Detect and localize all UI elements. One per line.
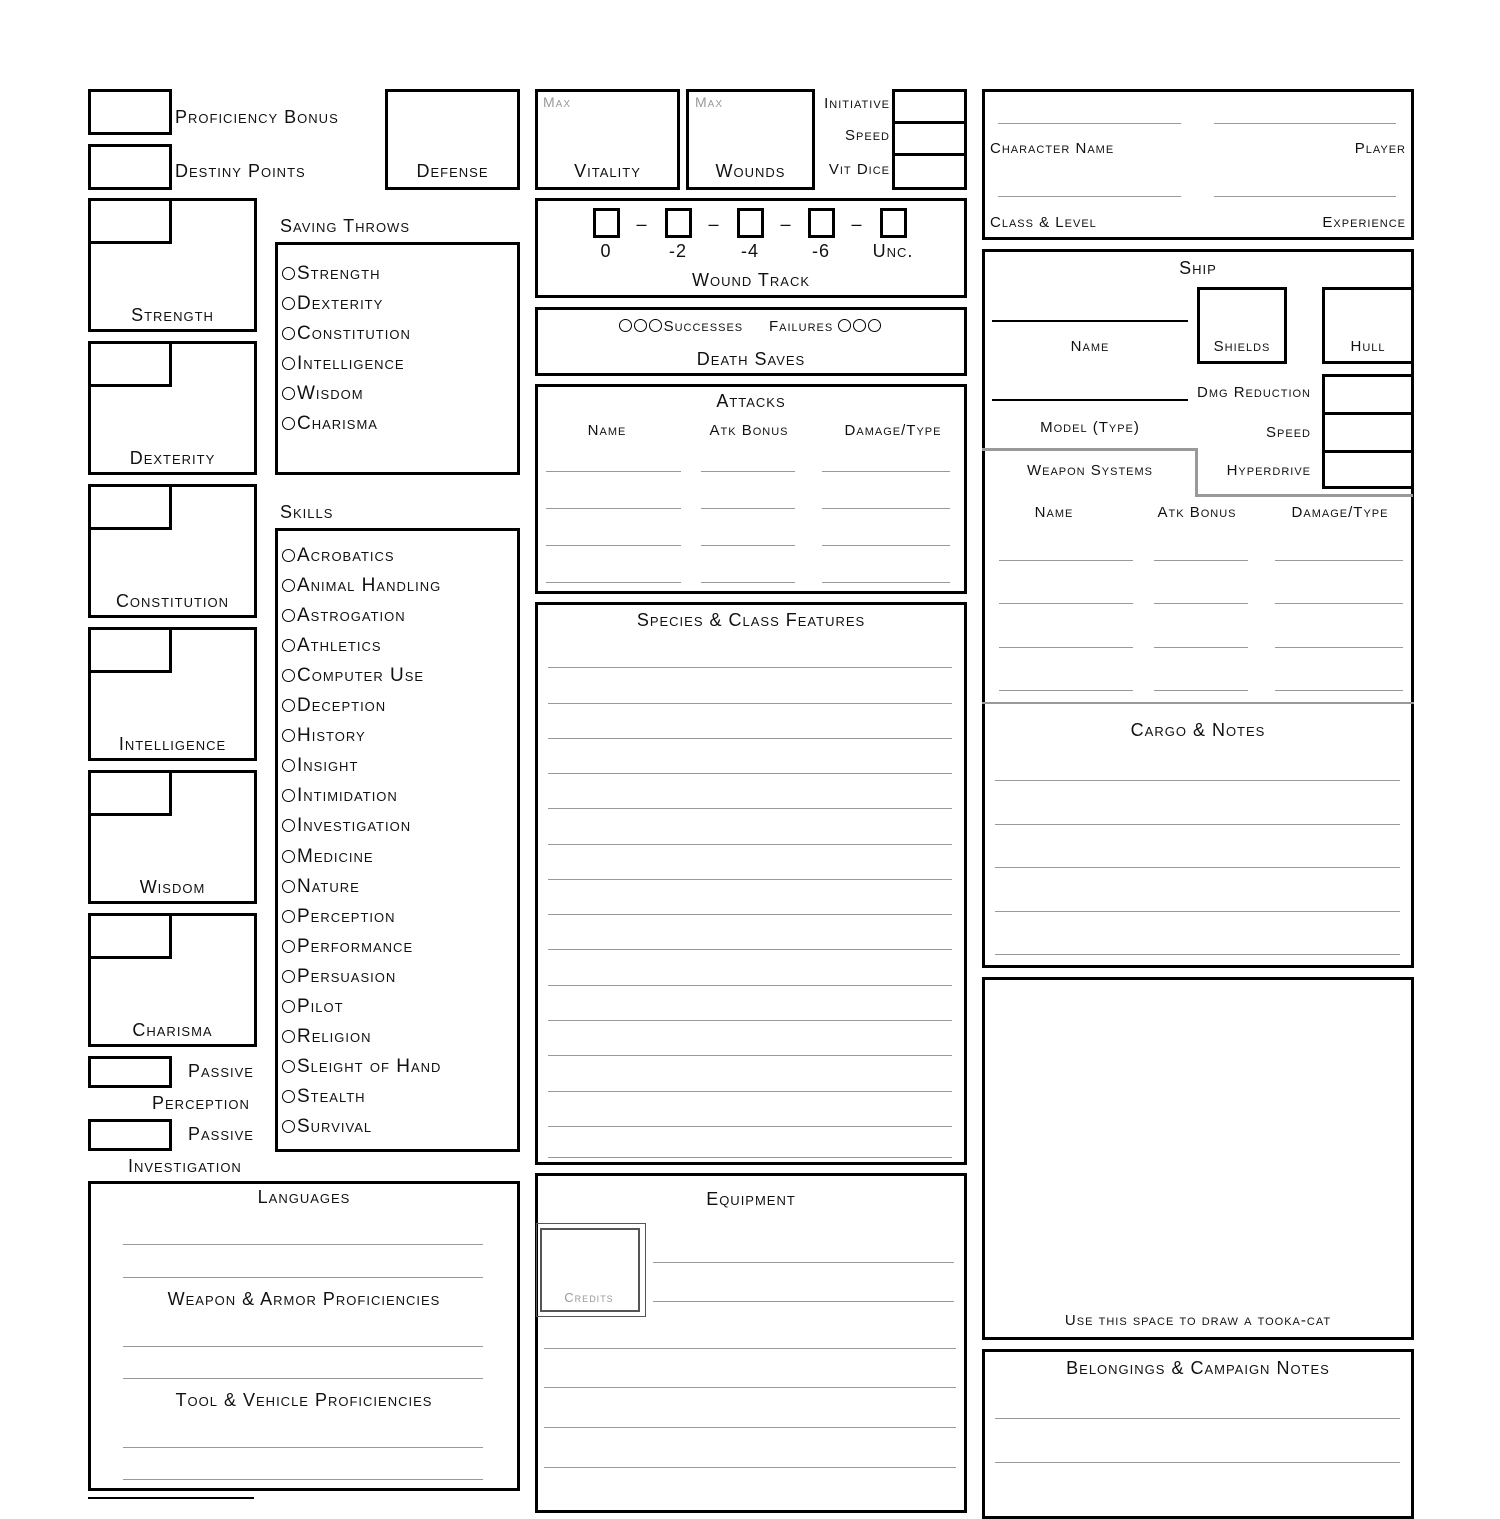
proficiency-line[interactable] xyxy=(123,1378,483,1379)
wisdom-modifier-box[interactable] xyxy=(88,770,172,816)
character-field-line[interactable] xyxy=(998,123,1181,124)
saving-throw-label: Wisdom xyxy=(297,383,364,404)
cargo-line[interactable] xyxy=(995,954,1400,955)
proficiency-line[interactable] xyxy=(123,1346,483,1347)
attacks-header-damage: Damage/Type xyxy=(844,422,942,439)
skill-medicine[interactable] xyxy=(282,847,374,866)
hyperdrive-box[interactable] xyxy=(1322,450,1414,489)
equipment-title: Equipment xyxy=(706,1189,796,1209)
skill-label: History xyxy=(297,725,366,747)
failure-circle[interactable] xyxy=(853,319,866,332)
wound-track-checkbox[interactable] xyxy=(808,208,835,238)
passive-perception-label-2: Perception xyxy=(152,1093,250,1113)
skill-nature[interactable] xyxy=(282,877,360,896)
ship-weapon-damage-line[interactable] xyxy=(1275,603,1403,604)
feature-line[interactable] xyxy=(548,1091,952,1092)
passive-investigation-box[interactable] xyxy=(88,1119,172,1151)
proficiency-circle[interactable] xyxy=(282,970,295,983)
skills-title: Skills xyxy=(280,502,334,522)
ship-weapon-bonus-line[interactable] xyxy=(1154,690,1248,691)
speed-box[interactable] xyxy=(892,121,967,156)
charisma-modifier-box[interactable] xyxy=(88,913,172,959)
proficiency-circle[interactable] xyxy=(282,1000,295,1013)
skill-athletics[interactable] xyxy=(282,636,382,655)
vitality-max-label: Max xyxy=(543,94,572,110)
wound-track-checkbox[interactable] xyxy=(593,208,620,238)
wound-track-level: -4 xyxy=(740,241,759,261)
attacks-box[interactable] xyxy=(535,384,967,594)
saving-throw-label: Intelligence xyxy=(297,353,405,374)
passive-perception-box[interactable] xyxy=(88,1056,172,1088)
proficiency-circle[interactable] xyxy=(282,549,295,562)
skill-survival[interactable] xyxy=(282,1117,372,1136)
proficiency-circle[interactable] xyxy=(282,327,295,340)
ship-weapons-header-name: Name xyxy=(1034,504,1074,521)
ship-weapon-name-line[interactable] xyxy=(999,603,1133,604)
attack-damage-line[interactable] xyxy=(822,508,950,509)
feature-line[interactable] xyxy=(548,703,952,704)
skill-label: Intimidation xyxy=(297,785,398,807)
skill-label: Medicine xyxy=(297,845,374,867)
saving-throw-label: Constitution xyxy=(297,323,411,344)
proficiency-circle[interactable] xyxy=(282,1120,295,1133)
initiative-label: Initiative xyxy=(824,95,890,112)
ship-weapon-bonus-line[interactable] xyxy=(1154,560,1248,561)
success-circle[interactable] xyxy=(649,319,662,332)
attack-name-line[interactable] xyxy=(546,545,681,546)
proficiency-circle[interactable] xyxy=(282,609,295,622)
skill-acrobatics[interactable] xyxy=(282,546,395,565)
proficiency-circle[interactable] xyxy=(282,759,295,772)
skill-label: Pilot xyxy=(297,995,344,1017)
saving-throw-wisdom[interactable] xyxy=(282,384,364,403)
features-title: Species & Class Features xyxy=(636,610,866,630)
proficiency-circle[interactable] xyxy=(282,639,295,652)
tool-vehicle-title: Tool & Vehicle Proficiencies xyxy=(175,1390,433,1410)
saving-throw-label: Charisma xyxy=(297,413,378,434)
features-box[interactable] xyxy=(535,602,967,1165)
wound-track-checkbox[interactable] xyxy=(880,208,907,238)
ship-name-label: Name xyxy=(1070,338,1110,355)
skill-pilot[interactable] xyxy=(282,997,344,1016)
character-field-line[interactable] xyxy=(1214,196,1396,197)
cargo-line[interactable] xyxy=(995,824,1400,825)
wound-track-separator: – xyxy=(708,214,720,234)
ship-model-line[interactable] xyxy=(992,399,1188,401)
saving-throw-label: Dexterity xyxy=(297,293,384,314)
saving-throw-constitution[interactable] xyxy=(282,324,411,343)
skill-label: Deception xyxy=(297,695,387,717)
skill-label: Sleight of Hand xyxy=(297,1055,442,1077)
skill-label: Investigation xyxy=(297,815,412,837)
constitution-label: Constitution xyxy=(115,591,230,611)
proficiency-circle[interactable] xyxy=(282,297,295,310)
class-level-label: Class & Level xyxy=(990,214,1097,231)
death-saves-row xyxy=(535,319,967,334)
success-circle[interactable] xyxy=(619,319,632,332)
skill-deception[interactable] xyxy=(282,696,386,715)
wound-track-separator: – xyxy=(780,214,792,234)
proficiency-bonus-label: Proficiency Bonus xyxy=(175,107,339,127)
weapon-systems-label: Weapon Systems xyxy=(1026,462,1154,479)
proficiency-bonus-box[interactable] xyxy=(88,89,172,135)
proficiency-line[interactable] xyxy=(123,1479,483,1480)
saving-throw-charisma[interactable] xyxy=(282,414,378,433)
skill-label: Stealth xyxy=(297,1085,366,1107)
skill-animal-handling[interactable] xyxy=(282,576,441,595)
proficiency-circle[interactable] xyxy=(282,850,295,863)
character-field-line[interactable] xyxy=(998,196,1181,197)
wound-track-separator: – xyxy=(851,214,863,234)
feature-line[interactable] xyxy=(548,914,952,915)
hyperdrive-label: Hyperdrive xyxy=(1226,462,1311,479)
player-label: Player xyxy=(1354,140,1406,157)
attacks-header-name: Name xyxy=(587,422,627,439)
cargo-notes-title: Cargo & Notes xyxy=(1130,720,1266,740)
ship-weapon-damage-line[interactable] xyxy=(1275,647,1403,648)
vit-dice-label: Vit Dice xyxy=(828,161,890,178)
proficiency-circle[interactable] xyxy=(282,910,295,923)
skill-label: Astrogation xyxy=(297,605,406,627)
ship-weapon-name-line[interactable] xyxy=(999,560,1133,561)
proficiency-circle[interactable] xyxy=(282,669,295,682)
proficiency-circle[interactable] xyxy=(282,387,295,400)
equipment-line[interactable] xyxy=(653,1262,954,1263)
equipment-line[interactable] xyxy=(544,1348,956,1349)
feature-line[interactable] xyxy=(548,949,952,950)
skill-computer-use[interactable] xyxy=(282,666,424,685)
proficiency-circle[interactable] xyxy=(282,579,295,592)
cargo-line[interactable] xyxy=(995,867,1400,868)
dexterity-modifier-box[interactable] xyxy=(88,341,172,387)
equipment-line[interactable] xyxy=(544,1427,956,1428)
tooka-drawing-area[interactable] xyxy=(982,977,1414,1340)
feature-line[interactable] xyxy=(548,844,952,845)
ship-weapon-damage-line[interactable] xyxy=(1275,690,1403,691)
saving-throw-label: Strength xyxy=(297,263,381,284)
initiative-box[interactable] xyxy=(892,89,967,124)
proficiency-circle[interactable] xyxy=(282,1060,295,1073)
proficiencies-box[interactable] xyxy=(88,1181,520,1491)
destiny-points-box[interactable] xyxy=(88,144,172,190)
saving-throw-dexterity[interactable] xyxy=(282,294,383,313)
wound-track-level: 0 xyxy=(600,241,612,261)
character-name-label: Character Name xyxy=(990,140,1115,157)
defense-label: Defense xyxy=(416,161,489,181)
wound-track-title: Wound Track xyxy=(691,270,811,290)
dmg-reduction-box[interactable] xyxy=(1322,374,1414,415)
feature-line[interactable] xyxy=(548,879,952,880)
attack-bonus-line[interactable] xyxy=(701,471,795,472)
attack-name-line[interactable] xyxy=(546,508,681,509)
ship-weapon-damage-line[interactable] xyxy=(1275,560,1403,561)
skill-religion[interactable] xyxy=(282,1027,371,1046)
languages-title: Languages xyxy=(257,1187,351,1207)
ship-name-line[interactable] xyxy=(992,320,1188,322)
passive-investigation-label-2: Investigation xyxy=(128,1156,242,1176)
attacks-title: Attacks xyxy=(716,391,786,411)
shields-label: Shields xyxy=(1213,338,1271,355)
skill-label: Perception xyxy=(297,905,396,927)
vit-dice-box[interactable] xyxy=(892,153,967,190)
skill-astrogation[interactable] xyxy=(282,606,406,625)
feature-line[interactable] xyxy=(548,985,952,986)
dmg-reduction-label: Dmg Reduction xyxy=(1197,384,1311,401)
weapon-armor-title: Weapon & Armor Proficiencies xyxy=(167,1289,441,1309)
wisdom-label: Wisdom xyxy=(139,877,206,897)
ship-weapons-header-damage: Damage/Type xyxy=(1291,504,1389,521)
feature-line[interactable] xyxy=(548,1126,952,1127)
character-field-line[interactable] xyxy=(1214,123,1396,124)
attack-damage-line[interactable] xyxy=(822,471,950,472)
proficiency-circle[interactable] xyxy=(282,1030,295,1043)
skill-label: Survival xyxy=(297,1115,373,1137)
skill-stealth[interactable] xyxy=(282,1087,366,1106)
skill-investigation[interactable] xyxy=(282,816,411,835)
death-saves-title: Death Saves xyxy=(696,349,806,369)
feature-line[interactable] xyxy=(548,808,952,809)
feature-line[interactable] xyxy=(548,1020,952,1021)
ship-speed-box[interactable] xyxy=(1322,412,1414,453)
wounds-max-label: Max xyxy=(695,94,724,110)
belongings-line[interactable] xyxy=(995,1418,1400,1419)
proficiency-circle[interactable] xyxy=(282,880,295,893)
ship-weapons-header-atk: Atk Bonus xyxy=(1157,504,1237,521)
hull-label: Hull xyxy=(1350,338,1386,355)
skill-label: Computer Use xyxy=(297,665,425,687)
skill-insight[interactable] xyxy=(282,756,358,775)
proficiency-circle[interactable] xyxy=(282,357,295,370)
strength-label: Strength xyxy=(131,305,214,325)
attack-bonus-line[interactable] xyxy=(701,545,795,546)
ship-weapon-bonus-line[interactable] xyxy=(1154,603,1248,604)
skill-performance[interactable] xyxy=(282,937,413,956)
proficiency-circle[interactable] xyxy=(282,417,295,430)
skill-label: Athletics xyxy=(297,635,382,657)
wound-track-separator: – xyxy=(636,214,648,234)
skill-perception[interactable] xyxy=(282,907,396,926)
proficiency-line[interactable] xyxy=(123,1277,483,1278)
wound-track-level: -6 xyxy=(811,241,830,261)
tooka-caption: Use this space to draw a tooka-cat xyxy=(1064,1312,1332,1329)
skill-label: Religion xyxy=(297,1025,372,1047)
ship-weapon-bonus-line[interactable] xyxy=(1154,647,1248,648)
proficiency-line[interactable] xyxy=(123,1447,483,1448)
successes-label: Successes xyxy=(663,318,744,335)
equipment-line[interactable] xyxy=(544,1387,956,1388)
feature-line[interactable] xyxy=(548,773,952,774)
vitality-label: Vitality xyxy=(574,161,641,181)
feature-line[interactable] xyxy=(548,1157,952,1158)
equipment-line[interactable] xyxy=(653,1301,954,1302)
equipment-line[interactable] xyxy=(544,1467,956,1468)
belongings-title: Belongings & Campaign Notes xyxy=(1066,1358,1330,1378)
skill-history[interactable] xyxy=(282,726,366,745)
destiny-points-label: Destiny Points xyxy=(175,161,306,181)
belongings-line[interactable] xyxy=(995,1462,1400,1463)
ship-weapon-name-line[interactable] xyxy=(999,647,1133,648)
ship-title: Ship xyxy=(1179,258,1217,278)
saving-throws-title: Saving Throws xyxy=(280,216,410,236)
wound-track-level: Unc. xyxy=(872,241,914,261)
feature-line[interactable] xyxy=(548,738,952,739)
failure-circle[interactable] xyxy=(838,319,851,332)
proficiency-circle[interactable] xyxy=(282,729,295,742)
wound-track-level: -2 xyxy=(668,241,687,261)
proficiency-circle[interactable] xyxy=(282,267,295,280)
skill-label: Acrobatics xyxy=(297,545,395,566)
failure-circle[interactable] xyxy=(868,319,881,332)
intelligence-modifier-box[interactable] xyxy=(88,627,172,673)
constitution-modifier-box[interactable] xyxy=(88,484,172,530)
proficiency-circle[interactable] xyxy=(282,789,295,802)
ship-model-label: Model (Type) xyxy=(1040,419,1140,436)
experience-label: Experience xyxy=(1322,214,1406,231)
skill-label: Persuasion xyxy=(297,965,397,987)
attack-name-line[interactable] xyxy=(546,471,681,472)
skill-label: Insight xyxy=(297,755,359,777)
strength-modifier-box[interactable] xyxy=(88,198,172,244)
wound-track-checkbox[interactable] xyxy=(665,208,692,238)
wound-track-checkbox[interactable] xyxy=(737,208,764,238)
skill-intimidation[interactable] xyxy=(282,786,398,805)
attack-name-line[interactable] xyxy=(546,582,681,583)
skill-label: Animal Handling xyxy=(297,575,442,597)
cargo-line[interactable] xyxy=(995,780,1400,781)
skill-label: Nature xyxy=(297,875,360,897)
cargo-divider xyxy=(982,702,1414,704)
cargo-line[interactable] xyxy=(995,911,1400,912)
proficiency-line[interactable] xyxy=(123,1244,483,1245)
weapon-systems-divider-2 xyxy=(1197,494,1413,497)
attack-damage-line[interactable] xyxy=(822,582,950,583)
attacks-header-atk: Atk Bonus xyxy=(709,422,789,439)
passive-investigation-label-1: Passive xyxy=(188,1124,254,1144)
attack-damage-line[interactable] xyxy=(822,545,950,546)
attack-bonus-line[interactable] xyxy=(701,508,795,509)
credits-label: Credits xyxy=(564,1290,614,1305)
skill-persuasion[interactable] xyxy=(282,967,396,986)
skill-label: Performance xyxy=(297,935,414,957)
ship-weapon-name-line[interactable] xyxy=(999,690,1133,691)
intelligence-label: Intelligence xyxy=(118,734,227,754)
success-circle[interactable] xyxy=(634,319,647,332)
proficiency-circle[interactable] xyxy=(282,819,295,832)
saving-throw-strength[interactable] xyxy=(282,264,381,283)
passive-perception-label-1: Passive xyxy=(188,1061,254,1081)
bottom-rule xyxy=(88,1497,254,1499)
speed-label: Speed xyxy=(845,127,890,144)
proficiency-circle[interactable] xyxy=(282,1090,295,1103)
charisma-label: Charisma xyxy=(132,1020,213,1040)
ship-speed-label: Speed xyxy=(1266,424,1311,441)
feature-line[interactable] xyxy=(548,667,952,668)
failures-label: Failures xyxy=(768,318,834,335)
skill-sleight-of-hand[interactable] xyxy=(282,1057,441,1076)
feature-line[interactable] xyxy=(548,1055,952,1056)
attack-bonus-line[interactable] xyxy=(701,582,795,583)
dexterity-label: Dexterity xyxy=(129,448,216,468)
proficiency-circle[interactable] xyxy=(282,699,295,712)
proficiency-circle[interactable] xyxy=(282,940,295,953)
saving-throw-intelligence[interactable] xyxy=(282,354,405,373)
wounds-label: Wounds xyxy=(715,161,786,181)
